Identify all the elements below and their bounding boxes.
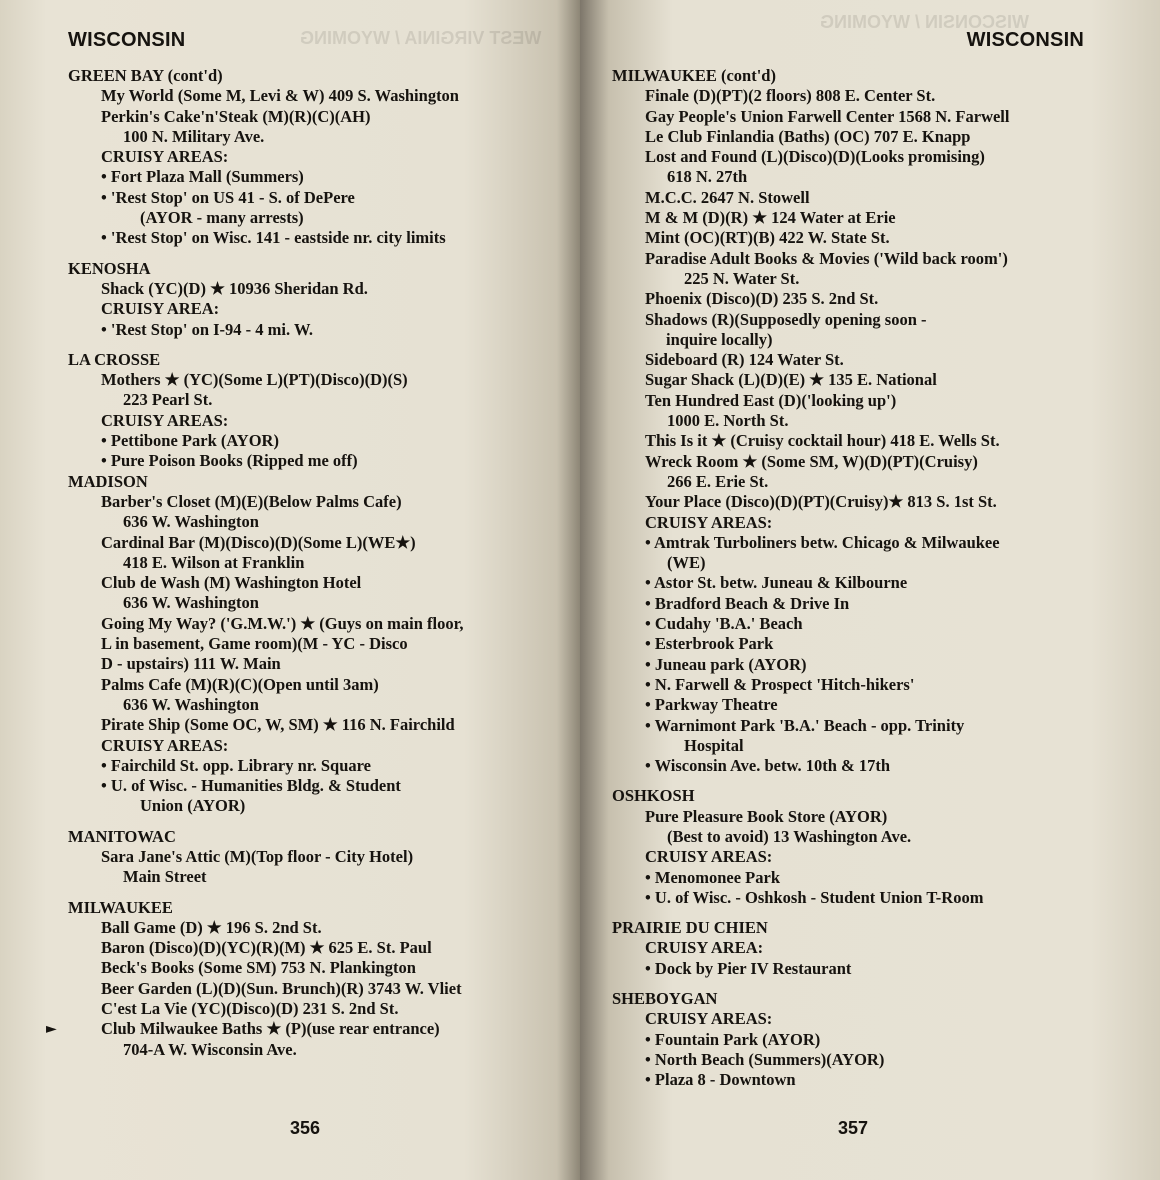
line-text: 223 Pearl St. [123, 390, 213, 410]
line-text: Main Street [123, 867, 207, 887]
line-text: CRUISY AREAS: [645, 512, 773, 532]
listing-line [612, 188, 1132, 208]
line-text: • Menomonee Park [645, 867, 780, 887]
listing-line [46, 1019, 558, 1039]
cruisy-area-item [612, 634, 1132, 654]
line-text: Your Place (Disco)(D)(PT)(Cruisy)★ 813 S. 1st St. [645, 492, 997, 512]
listing-line [612, 553, 1132, 573]
listing-line [612, 208, 1132, 228]
line-text: • Pettibone Park (AYOR) [101, 431, 279, 451]
cruisy-area-item [612, 573, 1132, 593]
listing-line [68, 512, 558, 532]
line-text: My World (Some M, Levi & W) 409 S. Washington [101, 86, 459, 106]
line-text: Sugar Shack (L)(D)(E) ★ 135 E. National [645, 370, 937, 390]
line-text: This Is it ★ (Cruisy cocktail hour) 418 E. Wells St. [645, 431, 1000, 451]
line-text: Mint (OC)(RT)(B) 422 W. State St. [645, 228, 890, 248]
city-heading [68, 259, 558, 279]
listing-line [68, 573, 558, 593]
listing-line [68, 411, 558, 431]
listing-line [612, 492, 1132, 512]
line-text: Beck's Books (Some SM) 753 N. Plankington [101, 958, 416, 978]
line-text: Pirate Ship (Some OC, W, SM) ★ 116 N. Fairchild [101, 715, 455, 735]
line-text: M.C.C. 2647 N. Stowell [645, 187, 810, 207]
line-text: CRUISY AREA: [101, 299, 220, 319]
city-heading [68, 66, 558, 86]
listing-line [68, 390, 558, 410]
page-header-state: WISCONSIN [966, 29, 1084, 51]
listing-line [68, 715, 558, 735]
line-text: MILWAUKEE (cont'd) [612, 66, 776, 85]
listing-line [68, 1040, 558, 1060]
listing-line [68, 736, 558, 756]
line-text: MILWAUKEE [68, 897, 173, 917]
listing-line [612, 167, 1132, 187]
line-text: Sara Jane's Attic (M)(Top floor - City Hotel) [101, 846, 414, 866]
line-text: 100 N. Military Ave. [123, 126, 265, 146]
cruisy-area-item [612, 330, 1132, 350]
line-text: • Plaza 8 - Downtown [645, 1070, 796, 1090]
cruisy-area-item [612, 959, 1132, 979]
listing-line [68, 107, 558, 127]
listing-line [612, 391, 1132, 411]
line-text: • Pure Poison Books (Ripped me off) [101, 451, 358, 471]
listing-line [68, 86, 558, 106]
line-text: • 'Rest Stop' on I-94 - 4 mi. W. [101, 319, 314, 339]
cruisy-area-item [68, 167, 558, 187]
city-heading [68, 827, 558, 847]
cruisy-area-item [612, 675, 1132, 695]
cruisy-area-item [612, 716, 1132, 736]
listing-line [68, 938, 558, 958]
line-text: Paradise Adult Books & Movies ('Wild back room') [645, 248, 1008, 268]
listing-line [68, 796, 558, 816]
city-heading [612, 66, 1132, 86]
cruisy-area-item [612, 594, 1132, 614]
listing-line [612, 431, 1132, 451]
line-text: Ball Game (D) ★ 196 S. 2nd St. [101, 917, 322, 937]
cruisy-area-item [612, 1030, 1132, 1050]
line-text: (Best to avoid) 13 Washington Ave. [667, 826, 912, 846]
line-text: Lost and Found (L)(Disco)(D)(Looks promising) [645, 147, 985, 167]
listing-line [612, 847, 1132, 867]
listing-line [68, 614, 558, 634]
listing-line [612, 228, 1132, 248]
listing-line [68, 958, 558, 978]
listing-line [612, 147, 1132, 167]
line-text: • Cudahy 'B.A.' Beach [645, 614, 803, 634]
line-text: (WE) [667, 553, 706, 573]
listing-line [612, 1009, 1132, 1029]
listing-line [612, 452, 1132, 472]
listing-line [68, 299, 558, 319]
line-text: Baron (Disco)(D)(YC)(R)(M) ★ 625 E. St. Paul [101, 938, 432, 958]
line-text: • Esterbrook Park [645, 634, 774, 654]
line-text: 704-A W. Wisconsin Ave. [123, 1039, 297, 1059]
listing-line [612, 289, 1132, 309]
listing-line [612, 269, 1132, 289]
line-text: CRUISY AREAS: [101, 735, 229, 755]
city-heading [612, 918, 1132, 938]
line-text: Cardinal Bar (M)(Disco)(D)(Some L)(WE★) [101, 532, 416, 552]
listing-line [68, 654, 558, 674]
page-number: 357 [838, 1118, 869, 1138]
line-text: • Wisconsin Ave. betw. 10th & 17th [645, 756, 891, 776]
line-text: M & M (D)(R) ★ 124 Water at Erie [645, 208, 896, 228]
cruisy-area-item [612, 868, 1132, 888]
line-text: 266 E. Erie St. [667, 471, 769, 491]
line-text: Phoenix (Disco)(D) 235 S. 2nd St. [645, 289, 879, 309]
listing-line [612, 107, 1132, 127]
listing-line [68, 533, 558, 553]
line-text: GREEN BAY (cont'd) [68, 66, 223, 85]
line-text: • Parkway Theatre [645, 695, 778, 715]
page-number: 356 [290, 1118, 321, 1138]
line-text: • Fountain Park (AYOR) [645, 1029, 821, 1049]
line-text: Gay People's Union Farwell Center 1568 N. Farwell [645, 106, 1010, 126]
line-text: CRUISY AREAS: [101, 147, 229, 167]
show-through-text: WISCONSIN / WYOMING [820, 12, 1029, 32]
line-text: Mothers ★ (YC)(Some L)(PT)(Disco)(D)(S) [101, 370, 408, 390]
show-through-text: WEST VIRGINIA / WYOMING [300, 28, 542, 48]
cruisy-area-item [612, 888, 1132, 908]
line-text: KENOSHA [68, 258, 151, 278]
line-text: Palms Cafe (M)(R)(C)(Open until 3am) [101, 674, 379, 694]
line-text: • 'Rest Stop' on US 41 - S. of DePere [101, 187, 355, 207]
line-text: • Amtrak Turboliners betw. Chicago & Milwaukee [645, 532, 1000, 552]
line-text: PRAIRIE DU CHIEN [612, 918, 768, 938]
line-text: • Dock by Pier IV Restaurant [645, 958, 852, 978]
listing-line [612, 472, 1132, 492]
listing-line [68, 127, 558, 147]
line-text: SHEBOYGAN [612, 989, 718, 1009]
line-text: • 'Rest Stop' on Wisc. 141 - eastside nr. city limits [101, 228, 446, 248]
line-text: MADISON [68, 471, 148, 491]
line-text: • North Beach (Summers)(AYOR) [645, 1049, 885, 1069]
cruisy-area-item [612, 655, 1132, 675]
listing-column [46, 66, 558, 1060]
cruisy-area-item [612, 1050, 1132, 1070]
listing-line [612, 86, 1132, 106]
line-text: 636 W. Washington [123, 593, 259, 613]
city-heading [68, 350, 558, 370]
listing-line [68, 979, 558, 999]
listing-line [612, 370, 1132, 390]
line-text: CRUISY AREA: [645, 938, 764, 958]
listing-line [612, 350, 1132, 370]
listing-line [68, 867, 558, 887]
line-text: OSHKOSH [612, 786, 695, 806]
listing-line [68, 634, 558, 654]
listing-line [612, 411, 1132, 431]
line-text: Club de Wash (M) Washington Hotel [101, 573, 362, 593]
listing-line [68, 847, 558, 867]
city-heading [612, 989, 1132, 1009]
line-text: Perkin's Cake'n'Steak (M)(R)(C)(AH) [101, 106, 371, 126]
listing-line [68, 279, 558, 299]
cruisy-area-item [68, 228, 558, 248]
line-text: L in basement, Game room)(M - YC - Disco [101, 634, 408, 654]
line-text: • N. Farwell & Prospect 'Hitch-hikers' [645, 674, 915, 694]
city-heading [612, 786, 1132, 806]
line-text: • Juneau park (AYOR) [645, 654, 807, 674]
line-text: Club Milwaukee Baths ★ (P)(use rear entrance) [101, 1019, 440, 1039]
line-text: Beer Garden (L)(D)(Sun. Brunch)(R) 3743 W. Vliet [101, 978, 462, 998]
listing-line [68, 208, 558, 228]
cruisy-area-item [612, 1070, 1132, 1090]
line-text: Union (AYOR) [140, 796, 246, 816]
line-text: Barber's Closet (M)(E)(Below Palms Cafe) [101, 491, 402, 511]
line-text: CRUISY AREAS: [645, 847, 773, 867]
right-page [580, 0, 1160, 1180]
line-text: (AYOR - many arrests) [140, 208, 304, 228]
arrow-marker-icon: ► [46, 1021, 57, 1038]
line-text: Wreck Room ★ (Some SM, W)(D)(PT)(Cruisy) [645, 451, 978, 471]
line-text: 225 N. Water St. [684, 268, 800, 288]
cruisy-area-item [68, 756, 558, 776]
line-text: Pure Pleasure Book Store (AYOR) [645, 806, 888, 826]
line-text: 418 E. Wilson at Franklin [123, 552, 305, 572]
listing-line [612, 310, 1132, 330]
cruisy-area-item [68, 188, 558, 208]
line-text: 1000 E. North St. [667, 411, 789, 431]
listing-line [612, 938, 1132, 958]
city-heading [68, 898, 558, 918]
line-text: Shadows (R)(Supposedly opening soon - [645, 309, 927, 329]
cruisy-area-item [68, 431, 558, 451]
line-text: CRUISY AREAS: [645, 1009, 773, 1029]
line-text: MANITOWAC [68, 826, 176, 846]
listing-line [612, 827, 1132, 847]
listing-line [612, 807, 1132, 827]
line-text: • Fort Plaza Mall (Summers) [101, 167, 304, 187]
line-text: • Warnimont Park 'B.A.' Beach - opp. Trinity [645, 715, 965, 735]
line-text: • U. of Wisc. - Oshkosh - Student Union T-Room [645, 887, 984, 907]
page-header-state: WISCONSIN [68, 29, 186, 51]
line-text: LA CROSSE [68, 349, 161, 369]
line-text: Shack (YC)(D) ★ 10936 Sheridan Rd. [101, 278, 368, 298]
line-text: CRUISY AREAS: [101, 410, 229, 430]
listing-line [612, 736, 1132, 756]
listing-column [612, 66, 1132, 1091]
cruisy-area-item [612, 695, 1132, 715]
listing-line [68, 593, 558, 613]
cruisy-area-item [68, 320, 558, 340]
line-text: 636 W. Washington [123, 694, 259, 714]
line-text: • U. of Wisc. - Humanities Bldg. & Student [101, 776, 401, 796]
cruisy-area-item [68, 776, 558, 796]
cruisy-area-item [612, 756, 1132, 776]
listing-line [68, 492, 558, 512]
listing-line [68, 918, 558, 938]
listing-line [612, 513, 1132, 533]
city-heading [68, 472, 558, 492]
line-text: 618 N. 27th [667, 167, 748, 187]
listing-line [612, 127, 1132, 147]
listing-line [68, 695, 558, 715]
line-text: C'est La Vie (YC)(Disco)(D) 231 S. 2nd St. [101, 999, 399, 1019]
listing-line [612, 249, 1132, 269]
line-text: 636 W. Washington [123, 512, 259, 532]
line-text: Going My Way? ('G.M.W.') ★ (Guys on main floor, [101, 613, 464, 633]
line-text: • Bradford Beach & Drive In [645, 593, 850, 613]
line-text: • Fairchild St. opp. Library nr. Square [101, 755, 371, 775]
line-text: inquire locally) [666, 329, 773, 349]
line-text: Hospital [684, 735, 744, 755]
cruisy-area-item [612, 533, 1132, 553]
listing-line [68, 675, 558, 695]
line-text: D - upstairs) 111 W. Main [101, 654, 281, 674]
line-text: • Astor St. betw. Juneau & Kilbourne [645, 573, 908, 593]
line-text: Sideboard (R) 124 Water St. [645, 350, 844, 370]
listing-line [68, 553, 558, 573]
listing-line [68, 370, 558, 390]
listing-line [68, 147, 558, 167]
line-text: Finale (D)(PT)(2 floors) 808 E. Center St. [645, 86, 936, 106]
line-text: Ten Hundred East (D)('looking up') [645, 390, 897, 410]
cruisy-area-item [68, 451, 558, 471]
listing-line [68, 999, 558, 1019]
line-text: Le Club Finlandia (Baths) (OC) 707 E. Knapp [645, 126, 971, 146]
cruisy-area-item [612, 614, 1132, 634]
